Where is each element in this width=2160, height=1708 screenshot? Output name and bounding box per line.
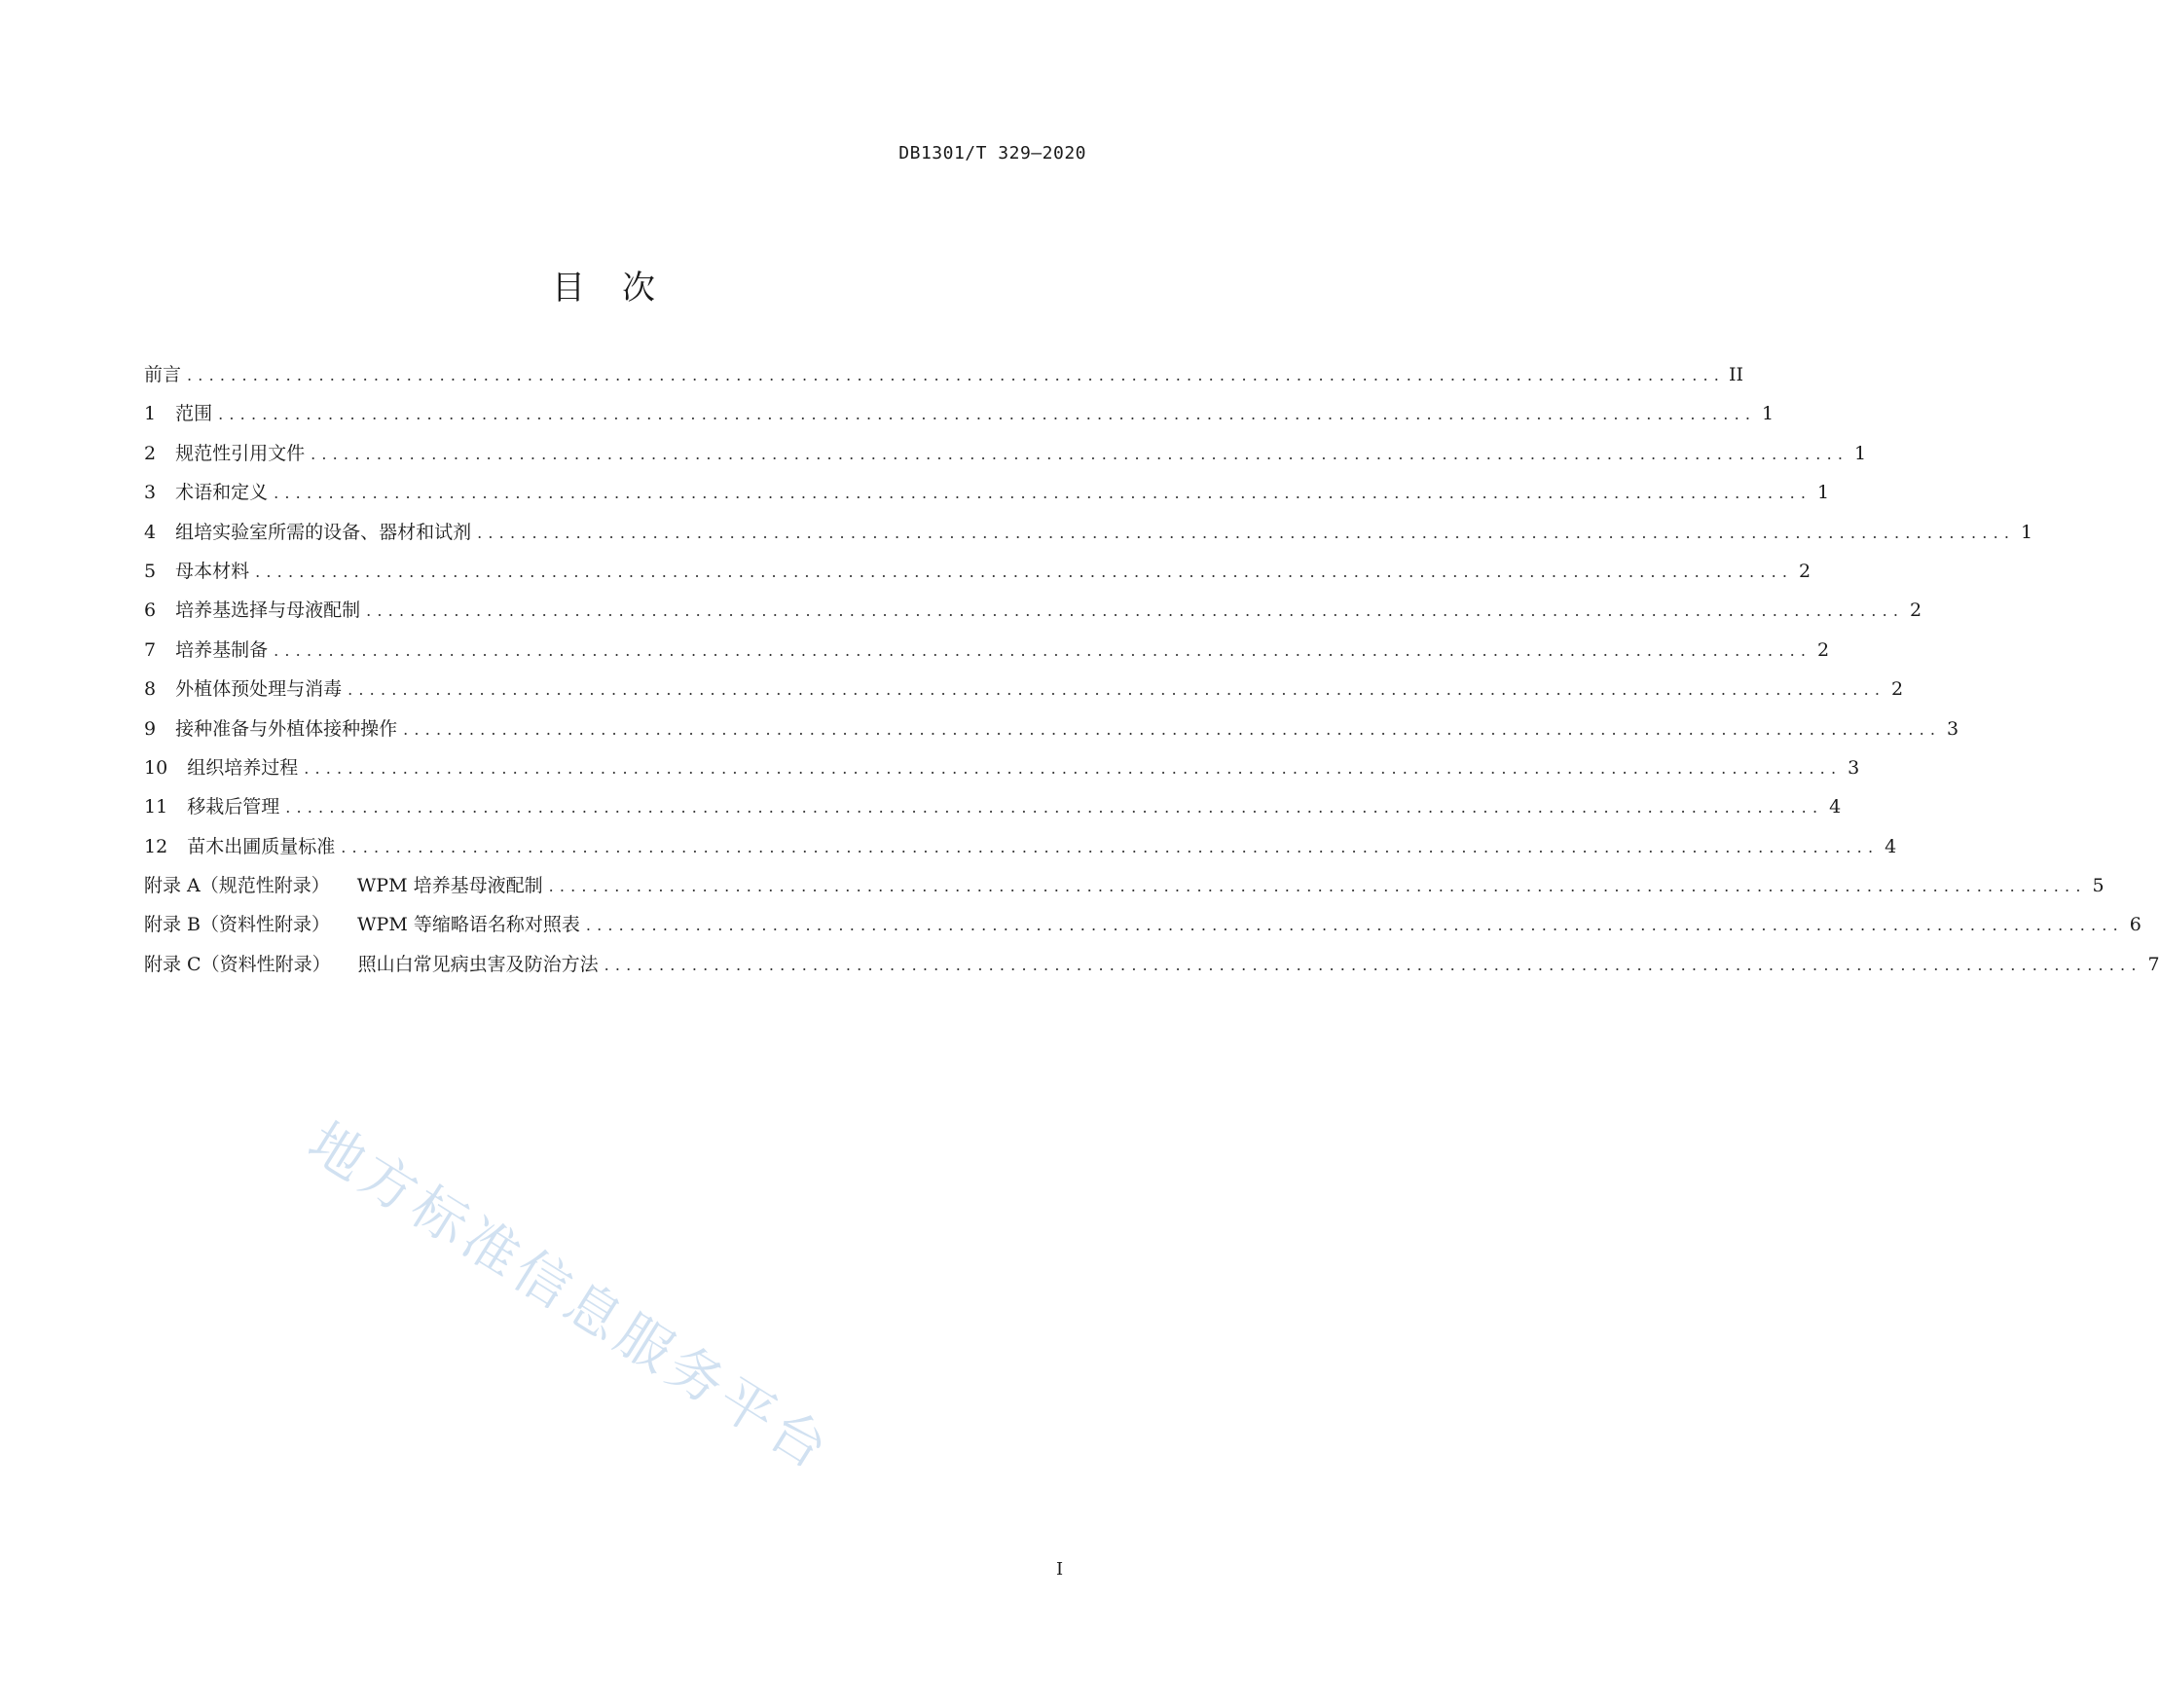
toc-entry[interactable] (144, 792, 1842, 831)
toc-dot-leader: ............................................................................................................................................ (274, 640, 1812, 660)
toc-entry-number: 1 (144, 403, 157, 425)
toc-entry[interactable] (144, 596, 1922, 635)
toc-entry-page: 3 (1848, 756, 1860, 779)
toc-dot-leader: ............................................................................................................................................ (477, 523, 2016, 542)
toc-dot-leader: ............................................................................................................................................ (311, 444, 1849, 463)
toc-entry-number: 4 (144, 521, 157, 543)
toc-entry-number: 5 (144, 560, 157, 582)
toc-entry[interactable] (144, 832, 1897, 871)
toc-dot-leader: ............................................................................................................................................ (585, 916, 2124, 935)
toc-entry[interactable] (144, 636, 1830, 674)
toc-entry-title: 培养基制备 (175, 638, 269, 661)
toc-dot-leader: ............................................................................................................................................ (304, 758, 1843, 778)
toc-entry-number: 3 (144, 482, 157, 504)
toc-entry-title: 苗木出圃质量标准 (187, 835, 336, 857)
toc-entry-page: 1 (2021, 521, 2033, 543)
toc-dot-leader: ............................................................................................................................................ (255, 562, 1794, 581)
toc-entry-number: 附录 A（规范性附录） (144, 875, 330, 897)
toc-entry[interactable] (144, 518, 2033, 557)
toc-entry-page: 6 (2129, 914, 2142, 936)
toc-entry[interactable] (144, 674, 1904, 713)
toc-entry-number: 11 (144, 796, 168, 818)
toc-entry-page: 1 (1762, 403, 1775, 425)
page-number: I (1056, 1559, 1064, 1580)
toc-entry-number: 附录 B（资料性附录） (144, 914, 331, 936)
toc-entry-title: 培养基选择与母液配制 (175, 600, 361, 622)
toc-entry-title: 组培实验室所需的设备、器材和试剂 (175, 521, 472, 543)
toc-dot-leader: ............................................................................................................................................ (366, 601, 1905, 621)
toc-entry-number: 9 (144, 717, 157, 740)
toc-entry-number: 12 (144, 835, 168, 857)
toc-entry-title: 接种准备与外植体接种操作 (175, 717, 398, 740)
toc-entry-page: 4 (1885, 835, 1897, 857)
toc-entry-title: 移栽后管理 (187, 796, 280, 818)
toc-dot-leader: ............................................................................................................................................ (187, 366, 1726, 384)
toc-entry-title: 照山白常见病虫害及防治方法 (357, 953, 599, 975)
toc-entry-page: 5 (2092, 875, 2105, 897)
toc-entry-title: 术语和定义 (175, 482, 269, 504)
toc-entry-number: 2 (144, 442, 157, 464)
toc-entry[interactable] (144, 360, 1744, 399)
toc-entry[interactable] (144, 557, 1812, 596)
toc-title-char-1: 目 (552, 269, 585, 308)
toc-entry-page: 1 (1817, 482, 1830, 504)
toc-title (0, 261, 1207, 309)
toc-dot-leader: ............................................................................................................................................ (604, 955, 2142, 974)
toc-entry-title: 范围 (175, 403, 213, 425)
toc-entry-page: 4 (1829, 796, 1842, 818)
toc-entry-title: 组织培养过程 (187, 756, 299, 779)
toc-entry-number: 8 (144, 678, 157, 701)
toc-entry-number: 10 (144, 756, 168, 779)
toc-entry-page: 7 (2147, 953, 2160, 975)
toc-entry-number: 7 (144, 638, 157, 661)
toc-entry-title: 规范性引用文件 (175, 442, 306, 464)
toc-entry-title: 前言 (144, 364, 182, 385)
toc-entry-page: 2 (1910, 600, 1922, 622)
doc-code: DB1301/T 329—2020 (898, 143, 1086, 164)
toc-dot-leader: ............................................................................................................................................ (548, 877, 2087, 896)
toc-list (144, 360, 2160, 989)
toc-entry[interactable] (144, 439, 1867, 478)
toc-entry[interactable] (144, 399, 1775, 438)
toc-entry-number: 附录 C（资料性附录） (144, 953, 331, 975)
toc-entry[interactable] (144, 910, 2142, 949)
toc-entry[interactable] (144, 871, 2105, 910)
toc-entry-page: II (1729, 364, 1744, 385)
toc-title-char-2: 次 (622, 269, 655, 308)
toc-dot-leader: ............................................................................................................................................ (274, 484, 1812, 503)
toc-dot-leader: ............................................................................................................................................ (341, 837, 1880, 856)
toc-dot-leader: ............................................................................................................................................ (285, 798, 1824, 818)
toc-dot-leader: ............................................................................................................................................ (403, 719, 1942, 739)
toc-entry[interactable] (144, 950, 2160, 989)
toc-entry-title: WPM 培养基母液配制 (356, 875, 543, 897)
toc-entry-title: 母本材料 (175, 560, 250, 582)
toc-entry[interactable] (144, 478, 1830, 517)
toc-entry[interactable] (144, 714, 1959, 753)
toc-entry-page: 2 (1799, 560, 1812, 582)
toc-dot-leader: ............................................................................................................................................ (348, 680, 1886, 700)
watermark: 地方标准信息服务平台 (297, 1110, 843, 1484)
toc-entry-page: 2 (1891, 678, 1904, 701)
toc-entry-page: 1 (1854, 442, 1867, 464)
toc-entry-title: 外植体预处理与消毒 (175, 678, 343, 701)
toc-entry-page: 2 (1817, 638, 1830, 661)
toc-dot-leader: ............................................................................................................................................ (218, 405, 1757, 424)
toc-entry[interactable] (144, 753, 1860, 792)
toc-entry-page: 3 (1947, 717, 1959, 740)
toc-entry-number: 6 (144, 600, 157, 622)
toc-entry-title: WPM 等缩略语名称对照表 (357, 914, 580, 936)
